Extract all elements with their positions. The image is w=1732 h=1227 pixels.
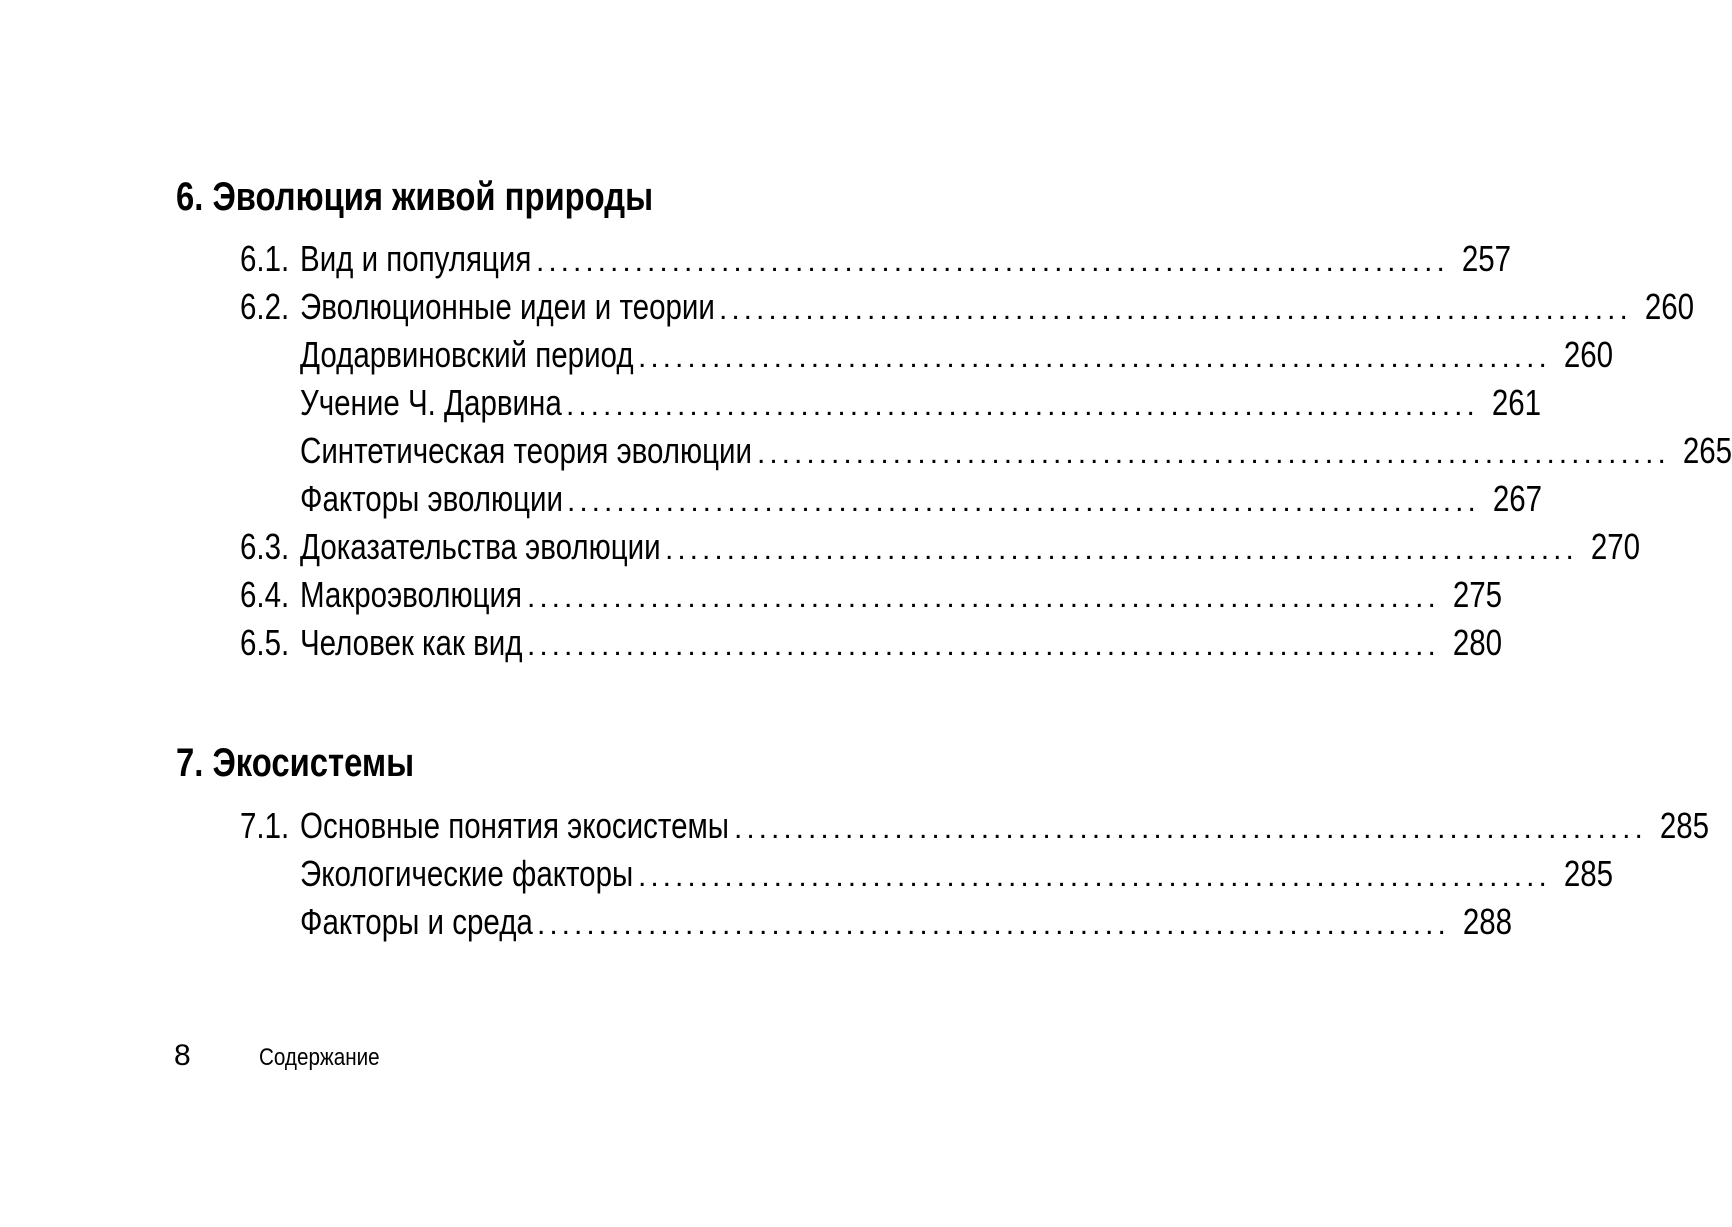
dot-leader: ..........................................................................	[536, 245, 1449, 278]
toc-entry[interactable]	[240, 802, 1709, 850]
entry-page-number: 275	[1452, 574, 1502, 615]
entry-page-number: 285	[1659, 805, 1709, 846]
entry-title: Эволюционные идеи и теории	[300, 286, 715, 327]
toc-entry[interactable]	[240, 619, 1502, 667]
toc-entry[interactable]	[300, 331, 1613, 379]
entry-title: Доказательства эволюции	[300, 526, 661, 567]
dot-leader: ..........................................................................	[665, 533, 1578, 566]
toc-entry[interactable]	[300, 427, 1732, 475]
toc-entry[interactable]	[240, 523, 1640, 571]
toc-entry[interactable]	[300, 475, 1542, 523]
entry-page-number: 260	[1563, 334, 1613, 375]
entry-number: 7.1.	[240, 805, 290, 846]
entry-page-number: 270	[1590, 526, 1640, 567]
toc-entry[interactable]	[300, 379, 1541, 427]
dot-leader: ..........................................................................	[638, 341, 1551, 374]
entry-title: Вид и популяция	[300, 238, 532, 279]
section-title: 7. Экосистемы	[176, 741, 415, 785]
entry-title: Макроэволюция	[300, 574, 523, 615]
entry-page-number: 261	[1491, 382, 1541, 423]
dot-leader: ..........................................................................	[537, 908, 1450, 941]
entry-page-number: 257	[1461, 238, 1511, 279]
toc-entry[interactable]	[240, 235, 1511, 283]
entry-page-number: 267	[1492, 478, 1542, 519]
dot-leader: ..........................................................................	[757, 437, 1670, 470]
entry-title: Основные понятия экосистемы	[300, 805, 730, 846]
toc-entry[interactable]	[300, 850, 1613, 898]
entry-number: 6.2.	[240, 286, 290, 327]
entry-number: 6.4.	[240, 574, 290, 615]
entry-page-number: 280	[1452, 622, 1502, 663]
dot-leader: ..........................................................................	[527, 581, 1440, 614]
entry-page-number: 285	[1563, 853, 1613, 894]
dot-leader: ..........................................................................	[567, 485, 1480, 518]
toc-entry[interactable]	[240, 571, 1502, 619]
entry-number: 6.3.	[240, 526, 290, 567]
page-number: 8	[174, 1039, 191, 1072]
entry-page-number: 260	[1644, 286, 1694, 327]
running-head: Содержание	[259, 1044, 380, 1071]
dot-leader: ..........................................................................	[734, 812, 1647, 845]
section-title: 6. Эволюция живой природы	[176, 175, 654, 219]
entry-title: Синтетическая теория эволюции	[300, 430, 753, 471]
entry-number: 6.1.	[240, 238, 290, 279]
dot-leader: ..........................................................................	[719, 293, 1632, 326]
entry-title: Додарвиновский период	[300, 334, 634, 375]
entry-title: Человек как вид	[300, 622, 523, 663]
dot-leader: ..........................................................................	[527, 629, 1440, 662]
entry-title: Учение Ч. Дарвина	[300, 382, 562, 423]
entry-title: Факторы эволюции	[300, 478, 563, 519]
entry-title: Экологические факторы	[300, 853, 634, 894]
dot-leader: ..........................................................................	[638, 860, 1551, 893]
toc-entry[interactable]	[240, 283, 1694, 331]
entry-title: Факторы и среда	[300, 901, 533, 942]
entry-number: 6.5.	[240, 622, 290, 663]
dot-leader: ..........................................................................	[566, 389, 1479, 422]
entry-page-number: 265	[1682, 430, 1732, 471]
entry-page-number: 288	[1462, 901, 1512, 942]
toc-entry[interactable]	[300, 898, 1512, 946]
